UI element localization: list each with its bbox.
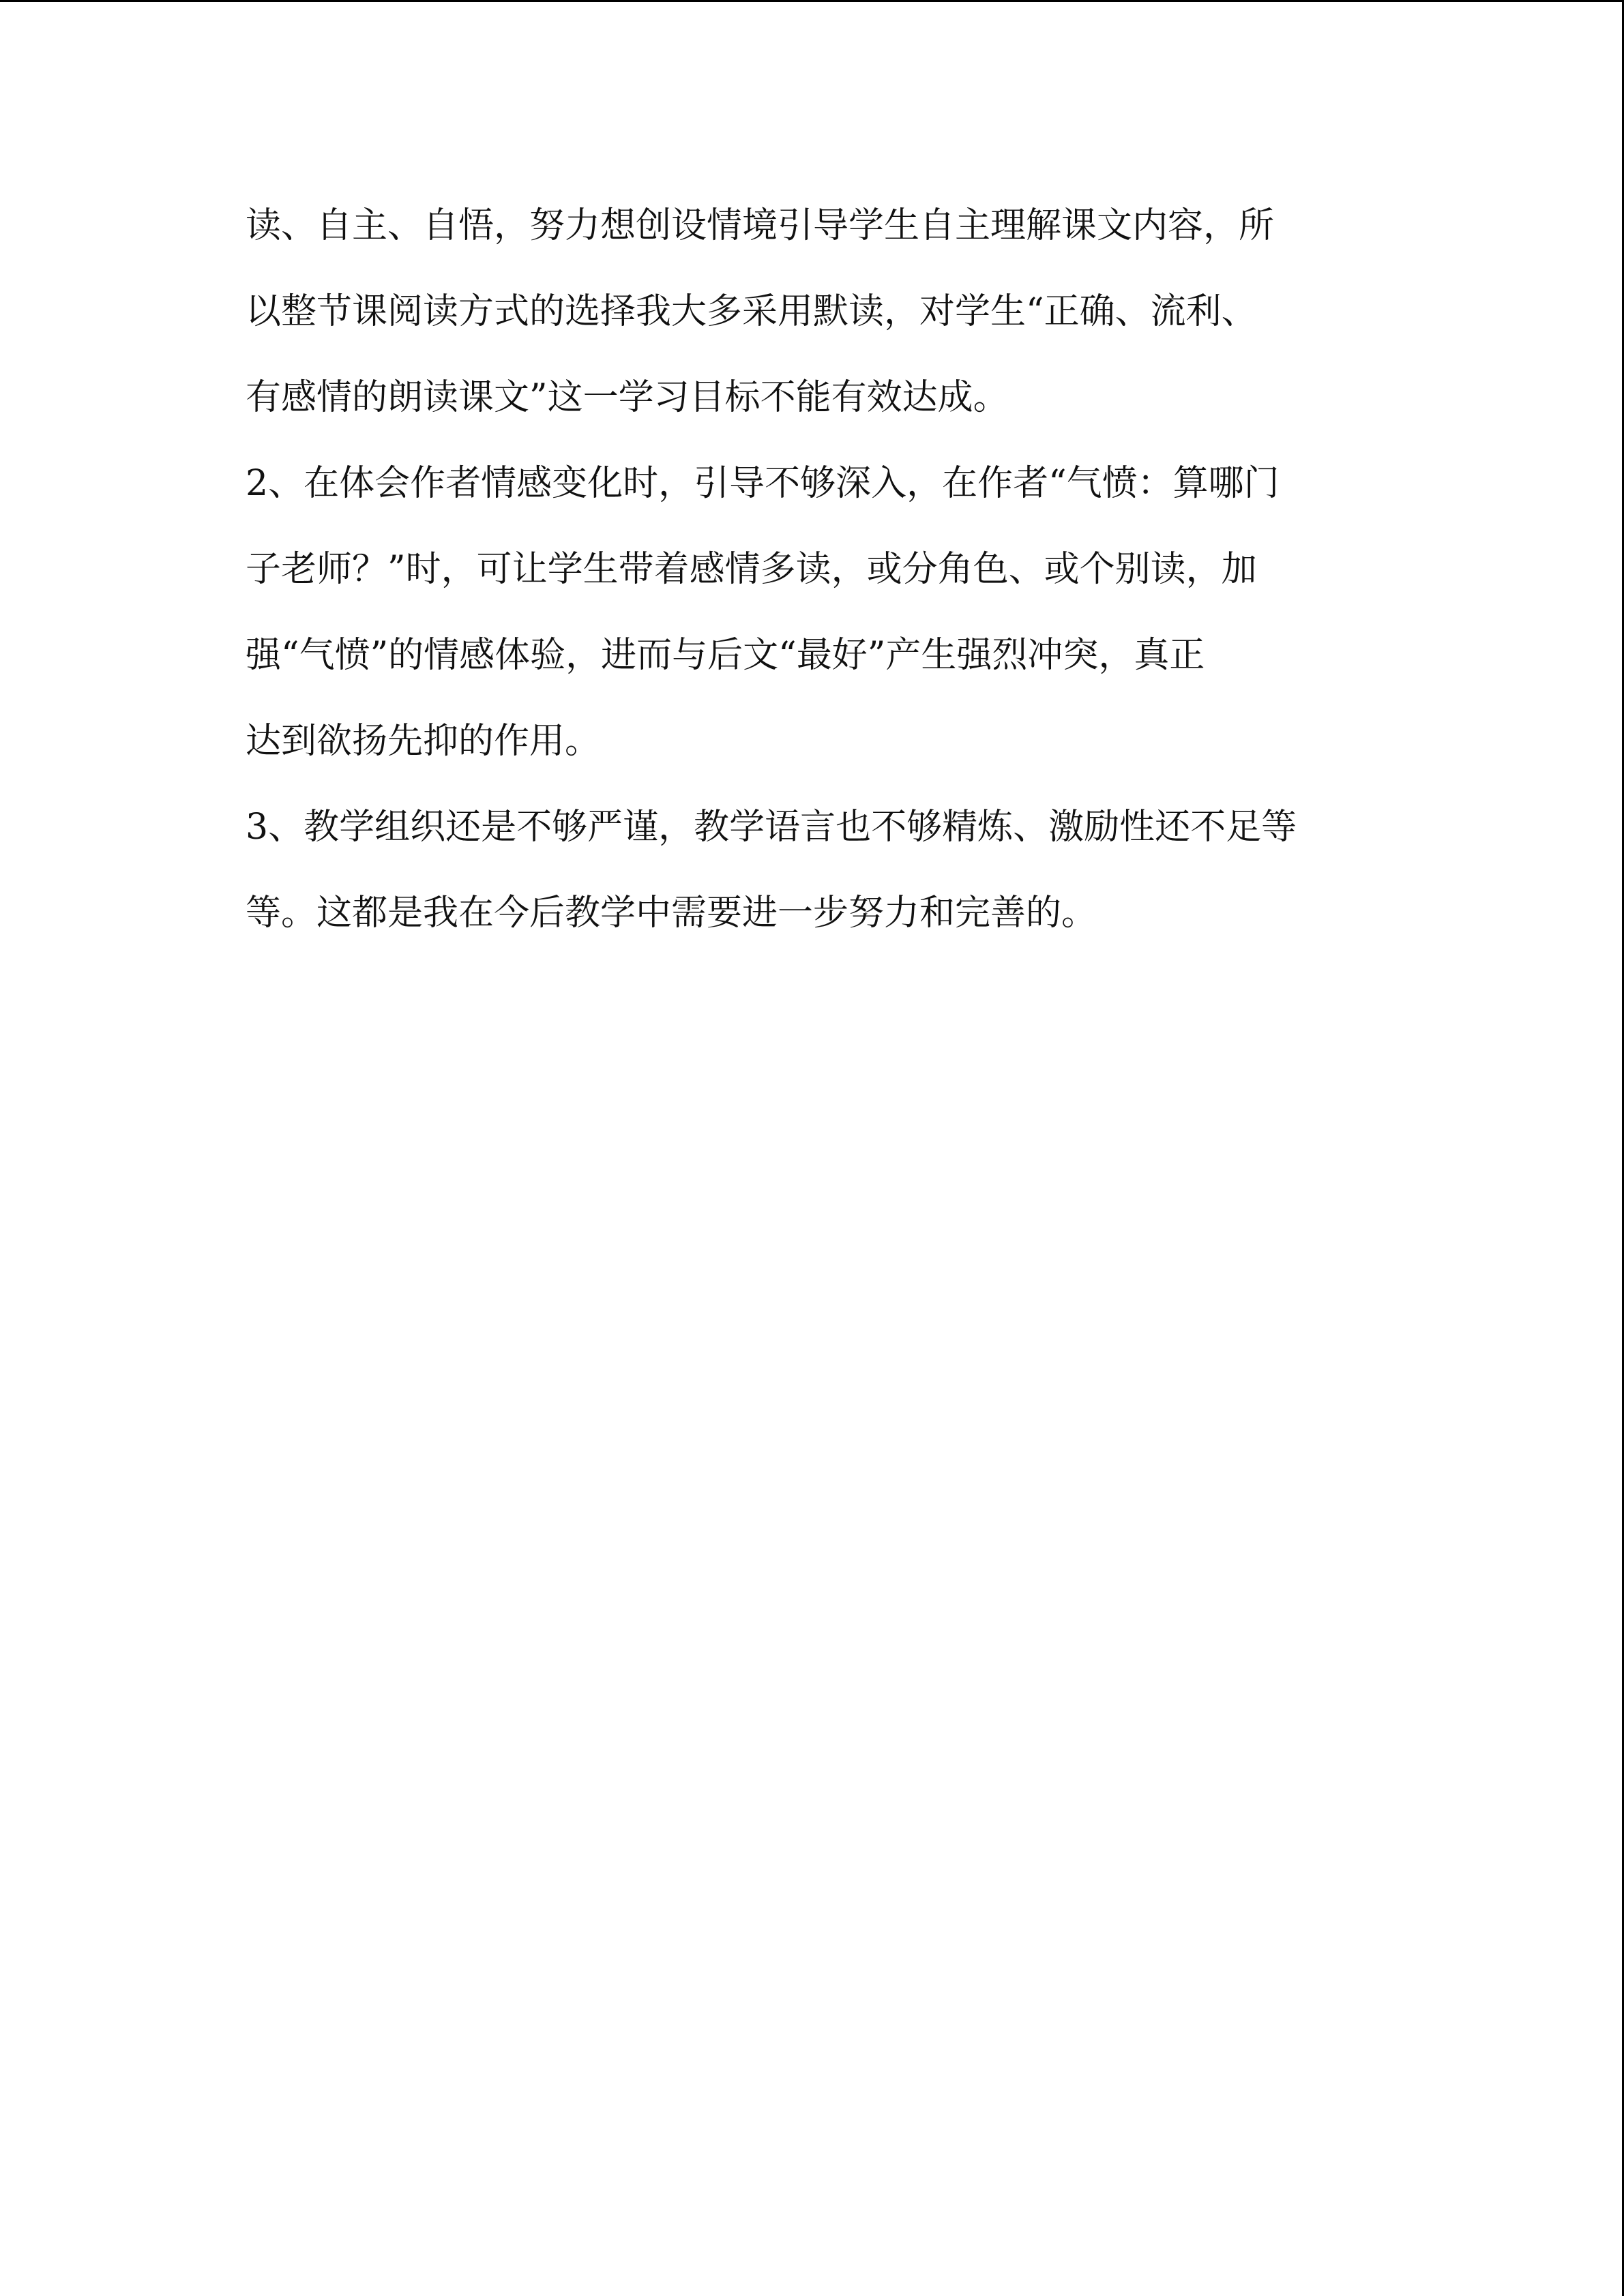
paragraph-line: 以整节课阅读方式的选择我大多采用默读，对学生“正确、流利、 [246, 291, 1257, 332]
list-item-2-line: 子老师？”时，可让学生带着感情多读，或分角色、或个别读，加 [246, 549, 1257, 590]
list-item-2-line: 强“气愤”的情感体验，进而与后文“最好”产生强烈冲突，真正 [246, 635, 1205, 676]
paragraph-line: 读、自主、自悟，努力想创设情境引导学生自主理解课文内容，所 [246, 205, 1275, 246]
list-item-3-line: 3、教学组织还是不够严谨，教学语言也不够精炼、激励性还不足等 [246, 807, 1297, 848]
list-item-3-line: 等。这都是我在今后教学中需要进一步努力和完善的。 [246, 893, 1097, 934]
paragraph-line: 有感情的朗读课文”这一学习目标不能有效达成。 [246, 377, 1009, 418]
list-item-2-line: 2、在体会作者情感变化时，引导不够深入，在作者“气愤：算哪门 [246, 463, 1280, 504]
list-item-2-line: 达到欲扬先抑的作用。 [246, 721, 601, 762]
